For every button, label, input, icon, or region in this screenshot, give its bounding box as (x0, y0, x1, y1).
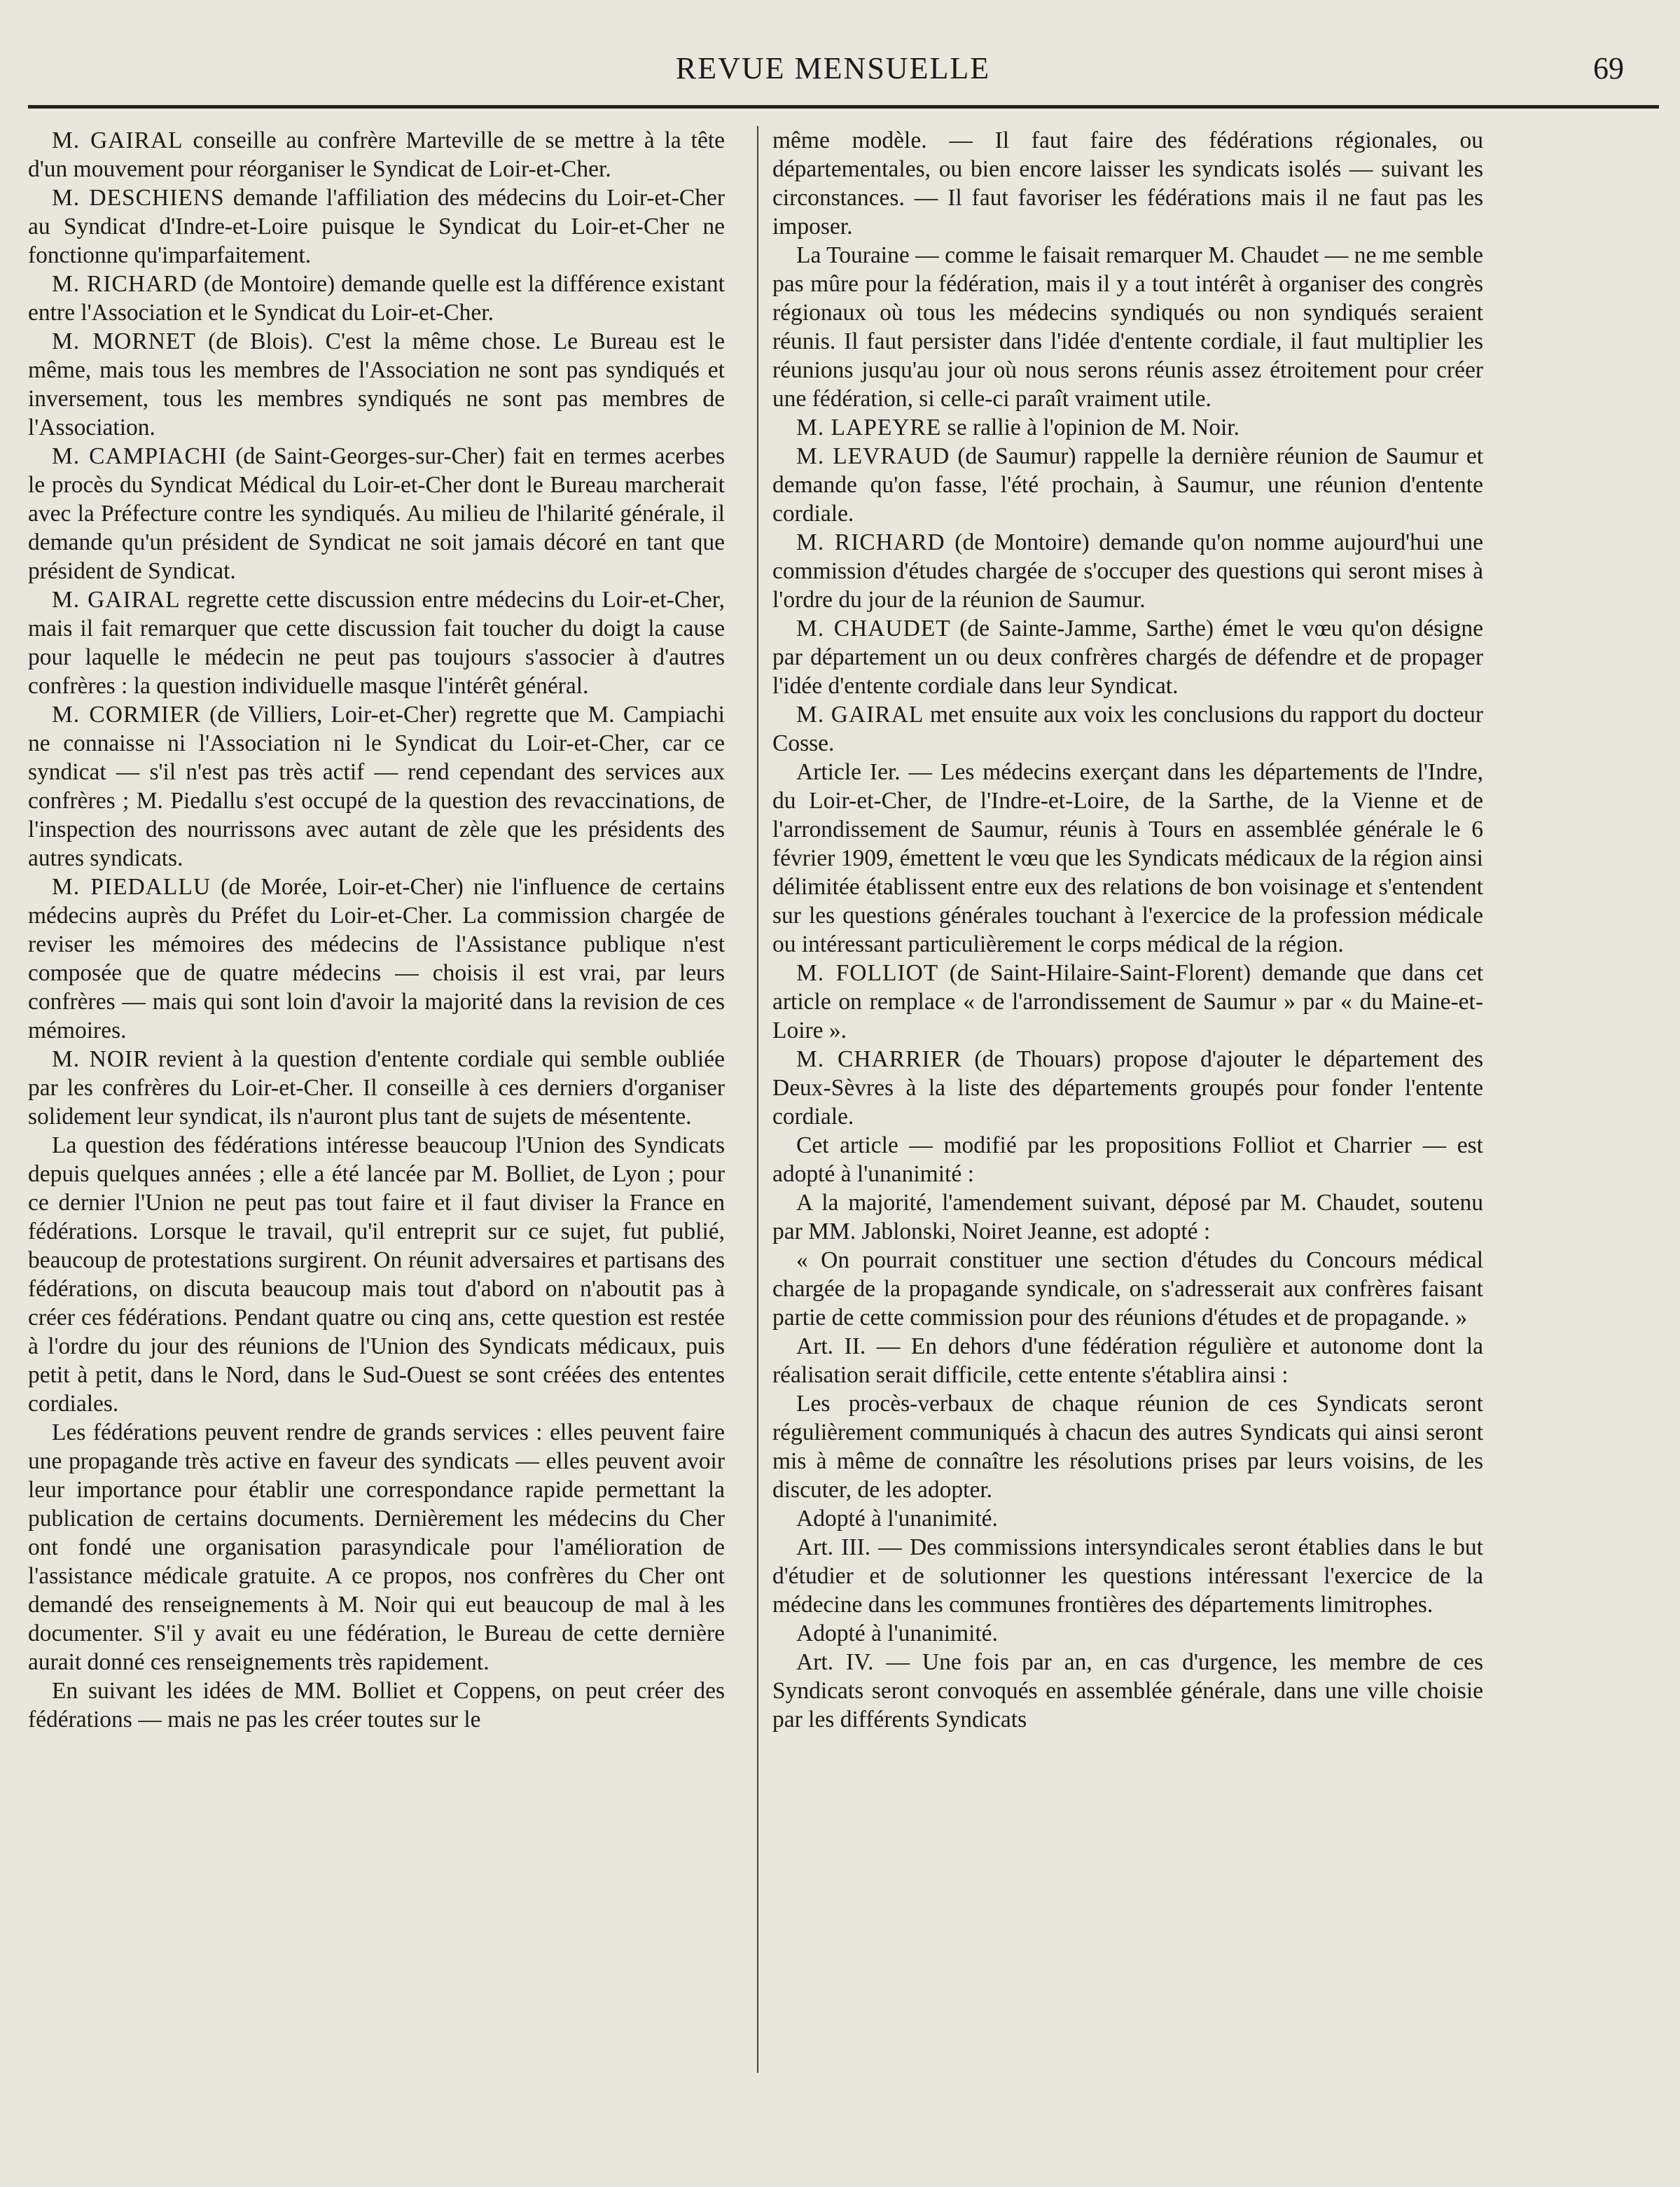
paragraph-text: (de Saint-Georges-sur-Cher) fait en termes acerbes le procès du Syndicat Médical du Loir-et-Cher dont le Bureau marcherait avec la Préfecture contre les syndiqués. Au milieu de l'hilarité générale, il demande qu'un président de Syndicat ne soit jamais décoré en tant que président de Syndicat. (28, 443, 725, 584)
paragraph (772, 1619, 1483, 1648)
column-divider (757, 126, 758, 2073)
paragraph-text: (de Morée, Loir-et-Cher) nie l'influence de certains médecins auprès du Préfet du Loir-et-Cher. La commission chargée de reviser les mémoires des médecins de l'Assistance publique n'est composée que de quatre médecins — choisis il est vrai, par leurs confrères — mais qui sont loin d'avoir la majorité dans la revision de ces mémoires. (28, 874, 725, 1043)
speaker-name: M. LEVRAUD (796, 443, 950, 469)
paragraph (28, 1045, 725, 1131)
paragraph (28, 1676, 725, 1734)
speaker-name: M. NOIR (52, 1046, 150, 1072)
paragraph-text: (de Saint-Hilaire-Saint-Florent) demande que dans cet article on remplace « de l'arrondissement de Saumur » par « du Maine-et-Loire ». (772, 960, 1483, 1043)
speaker-name: M. RICHARD (796, 529, 945, 555)
paragraph (28, 1131, 725, 1418)
speaker-name: M. CHARRIER (796, 1046, 962, 1072)
paragraph (772, 528, 1483, 614)
paragraph (28, 700, 725, 873)
paragraph-text: revient à la question d'entente cordiale qui semble oubliée par les confrères du Loir-et-Cher. Il conseille à ces derniers d'organiser solidement leur syndicat, ils n'auront plus tant de sujets de mésentente. (28, 1046, 725, 1130)
paragraph (28, 183, 725, 270)
speaker-name: M. CORMIER (52, 702, 201, 728)
paragraph (28, 1418, 725, 1676)
paragraph (772, 413, 1483, 442)
paragraph-text: Les fédérations peuvent rendre de grands services : elles peuvent faire une propagande très active en faveur des syndicats — elles peuvent avoir leur importance pour établir une correspondance rapide permettant la publication de certains documents. Dernièrement les médecins du Cher ont fondé une organisation parasyndicale pour l'amélioration de l'assistance médicale gratuite. A ce propos, nos confrères du Cher ont demandé des renseignements à M. Noir qui eut beaucoup de mal à les documenter. S'il y avait eu une fédération, le Bureau de cette dernière aurait donné ces renseignements très rapidement. (28, 1419, 725, 1675)
paragraph (28, 442, 725, 585)
paragraph (28, 126, 725, 183)
paragraph-text: (de Montoire) demande quelle est la différence existant entre l'Association et le Syndicat du Loir-et-Cher. (28, 271, 725, 326)
paragraph-text: regrette cette discussion entre médecins du Loir-et-Cher, mais il fait remarquer que cette discussion fait toucher du doigt la cause pour laquelle le médecin ne peut pas toujours s'associer à d'autres confrères : la question individuelle masque l'intérêt général. (28, 587, 725, 699)
speaker-name: M. GAIRAL (52, 587, 181, 613)
paragraph (772, 614, 1483, 700)
paragraph (28, 585, 725, 700)
paragraph (772, 1332, 1483, 1389)
paragraph-text: En suivant les idées de MM. Bolliet et Coppens, on peut créer des fédérations — mais ne pas les créer toutes sur le (28, 1678, 725, 1733)
right-column (772, 126, 1483, 2157)
paragraph-text: (de Montoire) demande qu'on nomme aujourd'hui une commission d'études chargée de s'occuper des questions qui seront mises à l'ordre du jour de la réunion de Saumur. (772, 529, 1483, 613)
page-header (28, 50, 1638, 99)
paragraph (28, 270, 725, 327)
speaker-name: M. GAIRAL (796, 702, 924, 728)
paragraph-text: demande l'affiliation des médecins du Loir-et-Cher au Syndicat d'Indre-et-Loire puisque le Syndicat du Loir-et-Cher ne fonctionne qu'imparfaitement. (28, 185, 725, 268)
speaker-name: M. GAIRAL (52, 127, 183, 153)
paragraph-text: La question des fédérations intéresse beaucoup l'Union des Syndicats depuis quelques années ; elle a été lancée par M. Bolliet, de Lyon ; pour ce dernier l'Union ne peut pas tout faire et il faut diviser la France en fédérations. Lorsque le travail, qu'il entreprit sur ce sujet, fut publié, beaucoup de protestations surgirent. On réunit adversaires et partisans des fédérations, on discuta beaucoup mais tout d'abord on n'aboutit pas à créer ces fédérations. Pendant quatre ou cinq ans, cette question est restée à l'ordre du jour des réunions de l'Union des Syndicats médicaux, puis petit à petit, dans le Nord, dans le Sud-Ouest se sont créées des ententes cordiales. (28, 1132, 725, 1417)
paragraph-text: Les procès-verbaux de chaque réunion de ces Syndicats seront régulièrement communiqués à chacun des autres Syndicats qui ainsi seront mis à même de connaître les résolutions prises par leurs voisins, de les discuter, de les adopter. (772, 1391, 1483, 1503)
paragraph (28, 873, 725, 1045)
paragraph (772, 241, 1483, 413)
paragraph-text: Adopté à l'unanimité. (796, 1506, 998, 1532)
paragraph-text: La Touraine — comme le faisait remarquer M. Chaudet — ne me semble pas mûre pour la fédération, mais il y a tout intérêt à organiser des congrès régionaux où tous les médecins syndiqués ou non syndiqués seraient réunis. Il faut persister dans l'idée d'entente cordiale, il faut multiplier les réunions jusqu'au jour où nous serons réunis assez étroitement pour créer une fédération, si celle-ci paraît vraiment utile. (772, 242, 1483, 412)
paragraph (772, 1533, 1483, 1619)
paragraph (772, 1188, 1483, 1246)
paragraph-text: (de Sainte-Jamme, Sarthe) émet le vœu qu'on désigne par département un ou deux confrères chargés de défendre et de propager l'idée d'entente cordiale dans leur Syndicat. (772, 616, 1483, 699)
page-number: 69 (1593, 51, 1624, 85)
paragraph-text: (de Thouars) propose d'ajouter le département des Deux-Sèvres à la liste des départements groupés pour fonder l'entente cordiale. (772, 1046, 1483, 1130)
header-rule (28, 105, 1659, 109)
speaker-name: M. CAMPIACHI (52, 443, 228, 469)
left-column (28, 126, 725, 2157)
paragraph-text: Article Ier. — Les médecins exerçant dans les départements de l'Indre, du Loir-et-Cher, de l'Indre-et-Loire, de la Sarthe, de la Vienne et de l'arrondissement de Saumur, réunis à Tours en assemblée générale le 6 février 1909, émettent le vœu que les Syndicats médicaux de la région ainsi délimitée établissent entre eux des relations de bon voisinage et s'entendent sur les questions générales touchant à l'exercice de la profession médicale ou intéressant particulièrement le corps médical de la région. (772, 759, 1483, 957)
paragraph (772, 442, 1483, 528)
paragraph-text: Art. II. — En dehors d'une fédération régulière et autonome dont la réalisation serait difficile, cette entente s'établira ainsi : (772, 1333, 1483, 1388)
paragraph-text: (de Saumur) rappelle la dernière réunion de Saumur et demande qu'on fasse, l'été prochain, à Saumur, une réunion d'entente cordiale. (772, 443, 1483, 527)
speaker-name: M. MORNET (52, 328, 196, 354)
paragraph (772, 126, 1483, 241)
paragraph (28, 327, 725, 442)
paragraph-text: A la majorité, l'amendement suivant, déposé par M. Chaudet, soutenu par MM. Jablonski, Noiret Jeanne, est adopté : (772, 1190, 1483, 1244)
paragraph-text: Art. IV. — Une fois par an, en cas d'urgence, les membre de ces Syndicats seront convoqués en assemblée générale, dans une ville choisie par les différents Syndicats (772, 1649, 1483, 1733)
running-title: REVUE MENSUELLE (675, 51, 991, 85)
speaker-name: M. DESCHIENS (52, 185, 225, 211)
paragraph-text: « On pourrait constituer une section d'études du Concours médical chargée de la propagande syndicale, on s'adresserait aux confrères faisant partie de cette commission pour des réunions d'études et de propagande. » (772, 1247, 1483, 1331)
paragraph-text: même modèle. — Il faut faire des fédérations régionales, ou départementales, ou bien encore laisser les syndicats isolés — suivant les circonstances. — Il faut favoriser les fédérations mais il ne faut pas les imposer. (772, 127, 1483, 239)
speaker-name: M. RICHARD (52, 271, 197, 297)
paragraph (772, 758, 1483, 959)
paragraph-text: se rallie à l'opinion de M. Noir. (941, 415, 1240, 440)
paragraph-text: Cet article — modifié par les propositions Folliot et Charrier — est adopté à l'unanimité : (772, 1132, 1483, 1187)
paragraph (772, 1648, 1483, 1734)
paragraph-text: met ensuite aux voix les conclusions du rapport du docteur Cosse. (772, 702, 1483, 756)
paragraph (772, 1246, 1483, 1332)
paragraph (772, 700, 1483, 758)
paragraph-text: conseille au confrère Marteville de se mettre à la tête d'un mouvement pour réorganiser le Syndicat de Loir-et-Cher. (28, 127, 725, 182)
speaker-name: M. CHAUDET (796, 616, 951, 641)
paragraph-text: (de Villiers, Loir-et-Cher) regrette que M. Campiachi ne connaisse ni l'Association ni le Syndicat du Loir-et-Cher, car ce syndicat — s'il n'est pas très actif — rend cependant des services aux confrères ; M. Piedallu s'est occupé de la question des revaccinations, de l'inspection des nourrissons avec autant de zèle que les présidents des autres syndicats. (28, 702, 725, 871)
paragraph-text: Art. III. — Des commissions intersyndicales seront établies dans le but d'étudier et de solutionner les questions intéressant l'exercice de la médecine dans les communes frontières des départements limitrophes. (772, 1534, 1483, 1618)
paragraph (772, 1045, 1483, 1131)
paragraph (772, 1389, 1483, 1504)
paragraph (772, 959, 1483, 1045)
paragraph (772, 1131, 1483, 1188)
speaker-name: M. LAPEYRE (796, 415, 942, 440)
paragraph-text: (de Blois). C'est la même chose. Le Bureau est le même, mais tous les membres de l'Association ne sont pas syndiqués et inversement, tous les membres syndiqués ne sont pas membres de l'Association. (28, 328, 725, 440)
paragraph (772, 1504, 1483, 1533)
paragraph-text: Adopté à l'unanimité. (796, 1620, 998, 1646)
speaker-name: M. PIEDALLU (52, 874, 211, 900)
speaker-name: M. FOLLIOT (796, 960, 939, 986)
